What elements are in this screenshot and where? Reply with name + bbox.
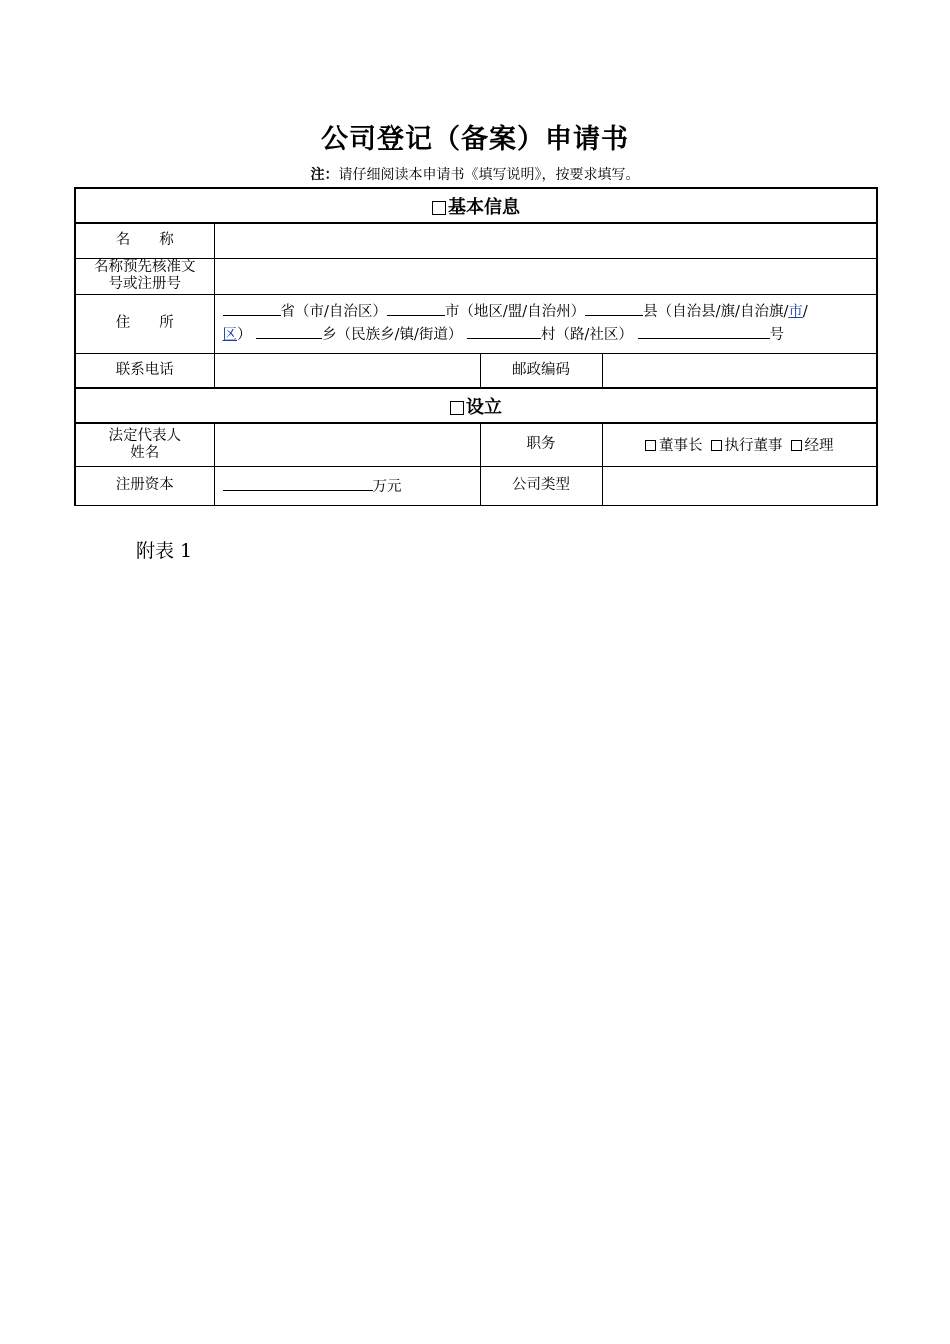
chairman-checkbox[interactable] [645, 440, 656, 451]
capital-unit: 万元 [372, 479, 402, 495]
establish-title: 设立 [466, 396, 502, 418]
position-options [602, 423, 877, 466]
preapproval-label [75, 258, 214, 294]
chairman-label: 董事长 [659, 438, 703, 455]
establish-checkbox[interactable] [450, 401, 464, 415]
basic-info-checkbox-cell[interactable] [75, 188, 877, 223]
row-legal-representative [75, 423, 877, 466]
village-blank[interactable] [467, 324, 541, 339]
legal-rep-label-line1: 法定代表人 [108, 427, 181, 444]
province-blank[interactable] [223, 301, 281, 316]
address-field[interactable] [214, 294, 877, 353]
legal-rep-label [75, 423, 214, 466]
county-suffix: ） [237, 326, 252, 343]
city-text: 市（地区/盟/自治州） [444, 303, 586, 320]
county-blank[interactable] [585, 301, 643, 316]
township-blank[interactable] [256, 324, 322, 339]
preapproval-label-line2: 号或注册号 [108, 276, 181, 292]
postcode-field[interactable] [602, 353, 877, 388]
county-district-link[interactable]: 区 [222, 326, 237, 343]
position-option-chairman[interactable] [645, 438, 703, 454]
postcode-label: 邮政编码 [480, 353, 602, 388]
township-text: 乡（民族乡/镇/街道） [322, 326, 463, 343]
section-establish-header [75, 388, 877, 423]
village-text: 村（路/社区） [541, 326, 633, 343]
phone-label: 联系电话 [75, 353, 214, 388]
row-company-name [75, 223, 877, 258]
county-city-link[interactable]: 市 [788, 303, 803, 320]
province-text: 省（市/自治区） [280, 303, 387, 320]
preapproval-label-line1: 名称预先核准文 [94, 259, 196, 275]
company-name-label: 名 称 [75, 223, 214, 258]
address-label: 住 所 [75, 294, 214, 353]
position-label: 职务 [480, 423, 602, 466]
capital-field[interactable] [214, 466, 480, 505]
basic-info-checkbox[interactable] [432, 201, 446, 215]
manager-checkbox[interactable] [791, 440, 802, 451]
executive-director-checkbox[interactable] [711, 440, 722, 451]
city-blank[interactable] [387, 301, 445, 316]
phone-field[interactable] [214, 353, 480, 388]
note-text: 请仔细阅读本申请书《填写说明》，按要求填写。 [338, 167, 640, 183]
position-option-executive-director[interactable] [711, 438, 783, 454]
row-address [75, 294, 877, 353]
row-capital-type [75, 466, 877, 505]
legal-rep-name-field[interactable] [214, 423, 480, 466]
executive-director-label: 执行董事 [724, 438, 783, 455]
capital-blank[interactable] [223, 476, 373, 491]
note-prefix: 注： [310, 167, 339, 183]
page-title: 公司登记（备案）申请书 [321, 124, 629, 155]
preapproval-number-field[interactable] [214, 258, 877, 294]
registration-form [74, 187, 878, 506]
capital-label: 注册资本 [75, 466, 214, 505]
number-text: 号 [769, 326, 784, 343]
section-basic-info-header [75, 188, 877, 223]
manager-label: 经理 [804, 438, 834, 455]
company-type-field[interactable] [602, 466, 877, 505]
fill-note [0, 164, 950, 184]
attachment-label: 附表 1 [136, 540, 193, 562]
company-name-field[interactable] [214, 223, 877, 258]
number-blank[interactable] [638, 324, 770, 339]
row-preapproval-number [75, 258, 877, 294]
basic-info-title: 基本信息 [448, 196, 520, 218]
county-text: 县（自治县/旗/自治旗/ [643, 303, 789, 320]
company-type-label: 公司类型 [480, 466, 602, 505]
establish-checkbox-cell[interactable] [75, 388, 877, 423]
legal-rep-label-line2: 姓名 [130, 444, 160, 461]
position-option-manager[interactable] [791, 438, 834, 454]
row-phone-postcode [75, 353, 877, 388]
county-slash: / [802, 303, 808, 320]
